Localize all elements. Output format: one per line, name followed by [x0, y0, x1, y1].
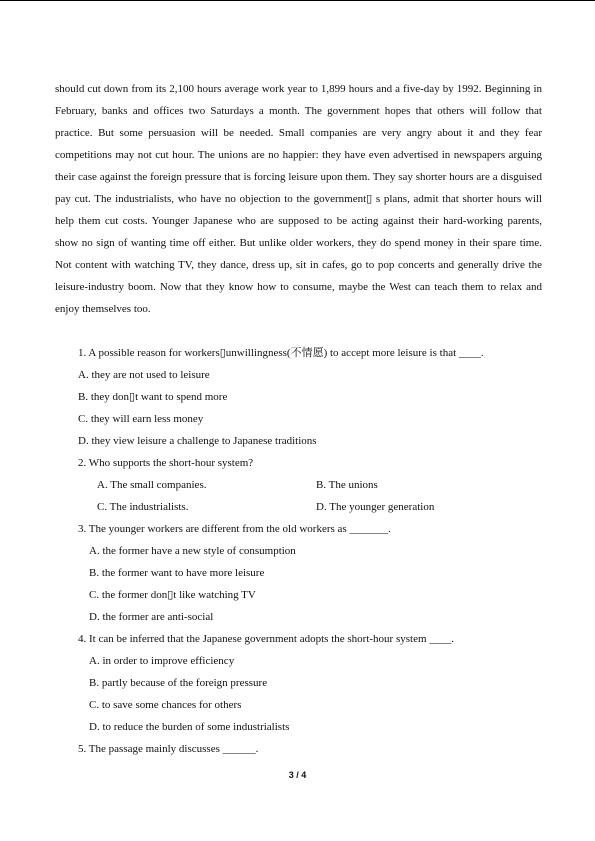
question-2-stem: 2. Who supports the short-hour system? [78, 457, 254, 469]
page-number: 3 / 4 [288, 770, 307, 780]
question-5-stem: 5. The passage mainly discusses ______. [78, 743, 259, 755]
question-4-option-a[interactable]: A. in order to improve efficiency [89, 655, 235, 667]
question-4-stem: 4. It can be inferred that the Japanese government adopts the short-hour system ____. [78, 633, 455, 645]
question-3-stem: 3. The younger workers are different from the old workers as _______. [78, 523, 391, 535]
top-border-line [0, 0, 595, 1]
question-1-option-c[interactable]: C. they will earn less money [78, 413, 204, 425]
question-3-option-a[interactable]: A. the former have a new style of consumption [89, 545, 296, 557]
question-2-option-c[interactable]: C. The industrialists. [97, 501, 189, 513]
question-3-option-b[interactable]: B. the former want to have more leisure [89, 567, 265, 579]
question-3-option-d[interactable]: D. the former are anti-social [89, 611, 214, 623]
question-1-stem: 1. A possible reason for workers▯unwillingness(不情愿) to accept more leisure is that ____. [78, 347, 484, 359]
question-1-option-d[interactable]: D. they view leisure a challenge to Japanese traditions [78, 435, 317, 447]
question-1-option-a[interactable]: A. they are not used to leisure [78, 369, 210, 381]
question-2-option-d[interactable]: D. The younger generation [316, 501, 435, 513]
question-2-option-a[interactable]: A. The small companies. [97, 479, 207, 491]
question-4-option-c[interactable]: C. to save some chances for others [89, 699, 242, 711]
question-2-option-b[interactable]: B. The unions [316, 479, 378, 491]
reading-passage: should cut down from its 2,100 hours average work year to 1,899 hours and a five-day by 1992. Beginning in February, banks and offices two Saturdays a month. The government hopes that others will follow that practice. But some persuasion will be needed. Small companies are very angry about it and they fear competitions may not cut hour. The unions are no happier: they have even advertised in newspapers arguing their case against the foreign pressure that is forcing leisure upon them. They say shorter hours are a disguised pay cut. The industrialists, who have no objection to the government▯ s plans, admit that shorter hours will help them cut costs. Younger Japanese who are supposed to be acting against their hard-working parents, show no sign of wanting time off either. But unlike older workers, they do spend money in their spare time. Not content with watching TV, they dance, dress up, sit in cafes, go to pop concerts and generally drive the leisure-industry boom. Now that they know how to consume, maybe the West can teach them to relax and enjoy themselves too. [55, 83, 542, 315]
question-1-option-b[interactable]: B. they don▯t want to spend more [78, 391, 228, 403]
question-4-option-b[interactable]: B. partly because of the foreign pressure [89, 677, 268, 689]
question-4-option-d[interactable]: D. to reduce the burden of some industrialists [89, 721, 290, 733]
question-3-option-c[interactable]: C. the former don▯t like watching TV [89, 589, 256, 601]
